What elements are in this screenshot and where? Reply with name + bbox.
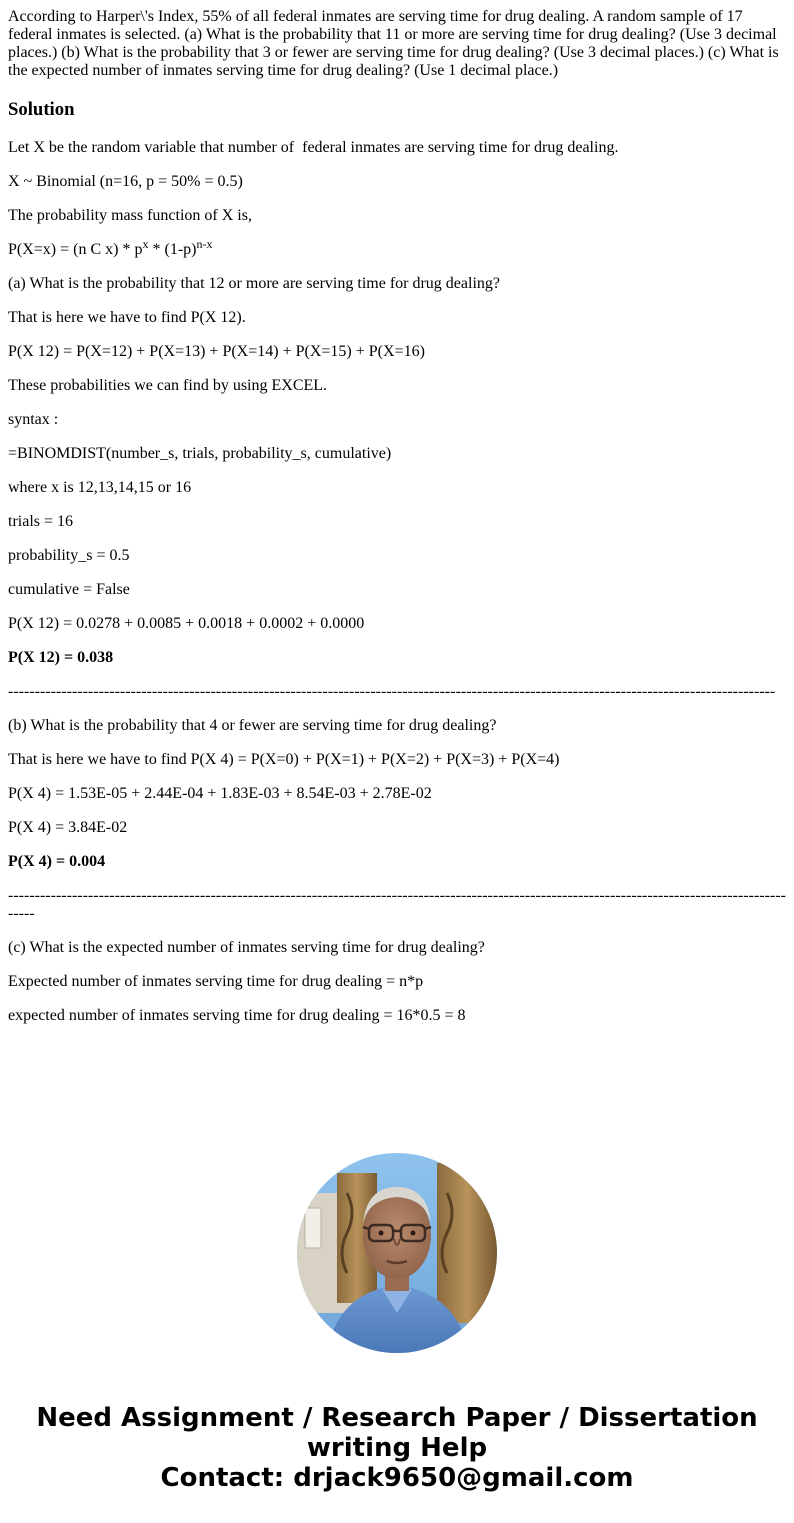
contact-email: Contact: drjack9650@gmail.com [160,1463,634,1493]
part-b-question: (b) What is the probability that 4 or fewer are serving time for drug dealing? [8,717,497,734]
promo-banner [0,1403,794,1493]
pmf-exponent-x: x [142,237,149,251]
cumulative-line: cumulative = False [8,581,130,598]
solution-heading: Solution [8,99,75,120]
part-a-question: (a) What is the probability that 12 or more are serving time for drug dealing? [8,275,500,292]
pmf-formula-mid: * (1-p) [148,241,197,258]
syntax-label: syntax : [8,411,59,428]
part-c-answer: expected number of inmates serving time for drug dealing = 16*0.5 = 8 [8,1007,466,1024]
random-variable-definition: Let X be the random variable that number of federal inmates are serving time for drug dealing. [8,139,619,156]
probability-s-line: probability_s = 0.5 [8,547,130,564]
excel-formula: =BINOMDIST(number_s, trials, probability_s, cumulative) [8,445,392,462]
question-text: According to Harper\'s Index, 55% of all federal inmates are serving time for drug dealing. A random sample of 17 federal inmates is selected. (a) What is the probability that 11 or more are serving time for drug dealing? (Use 3 decimal places.) (b) What is the probability that 3 or fewer are serving time for drug dealing? (Use 3 decimal places.) (c) What is the expected number of inmates serving time for drug dealing? (Use 1 decimal place.) [8,8,779,79]
pmf-formula-base: P(X=x) = (n C x) * p [8,241,143,258]
document-body [8,8,786,1025]
author-portrait [297,1153,497,1353]
part-b-values: P(X 4) = 1.53E-05 + 2.44E-04 + 1.83E-03 + 8.54E-03 + 2.78E-02 [8,785,432,802]
pmf-formula [8,237,786,259]
part-a-answer: P(X 12) = 0.038 [8,649,114,666]
part-b-sum: P(X 4) = 3.84E-02 [8,819,128,836]
part-a-excel-note: These probabilities we can find by using EXCEL. [8,377,328,394]
section-divider: ------------------------------------------------------------------------------------------------------------------------------------------------ [8,683,776,700]
pmf-exponent-n-x: n-x [196,237,213,251]
promo-line: writing Help [306,1433,488,1463]
author-avatar [297,1153,497,1353]
pmf-intro: The probability mass function of X is, [8,207,252,224]
part-c-formula: Expected number of inmates serving time for drug dealing = n*p [8,973,424,990]
part-c-question: (c) What is the expected number of inmates serving time for drug dealing? [8,939,485,956]
part-b-answer: P(X 4) = 0.004 [8,853,106,870]
distribution-line: X ~ Binomial (n=16, p = 50% = 0.5) [8,173,243,190]
where-x-line: where x is 12,13,14,15 or 16 [8,479,192,496]
part-a-find: That is here we have to find P(X 12). [8,309,246,326]
part-a-values: P(X 12) = 0.0278 + 0.0085 + 0.0018 + 0.0002 + 0.0000 [8,615,365,632]
section-divider: ------------------------------------------------------------------------------------------------------------------------------------------------------- [8,887,786,922]
trials-line: trials = 16 [8,513,74,530]
part-a-sum: P(X 12) = P(X=12) + P(X=13) + P(X=14) + P(X=15) + P(X=16) [8,343,425,360]
part-b-find: That is here we have to find P(X 4) = P(X=0) + P(X=1) + P(X=2) + P(X=3) + P(X=4) [8,751,560,768]
promo-line: Need Assignment / Research Paper / Dissertation [36,1403,758,1433]
